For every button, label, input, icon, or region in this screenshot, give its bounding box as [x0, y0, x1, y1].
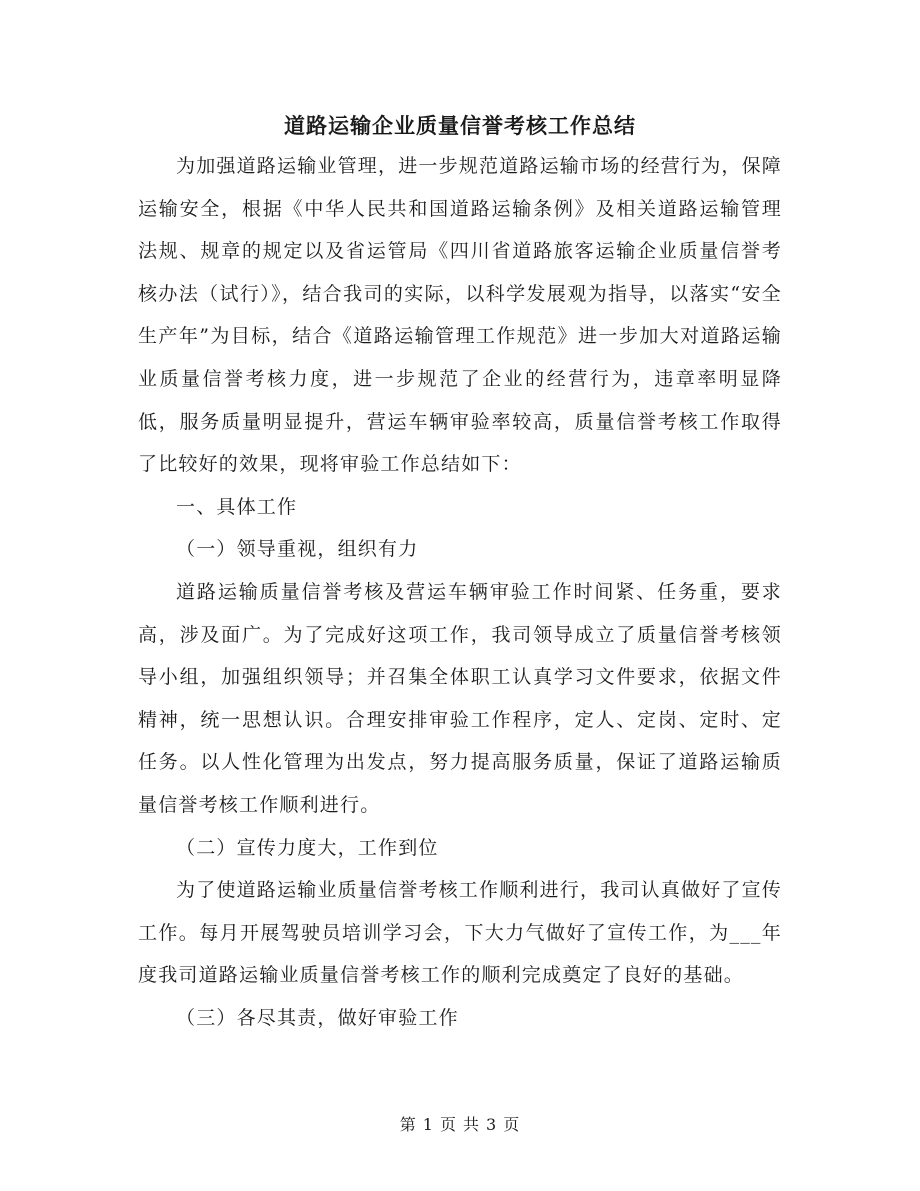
subheading-responsibilities: （三）各尽其责，做好审验工作 — [176, 1006, 459, 1029]
paragraph-publicity: 为了使道路运输业质量信誉考核工作顺利进行，我司认真做好了宣传工作。每月开展驾驶员培训学习会，下大力气做好了宣传工作，为___年度我司道路运输业质量信誉考核工作的顺利完成奠定了良好的基础。 — [138, 879, 783, 987]
document-body — [138, 145, 782, 1039]
footer-total-pages: 3 — [486, 1115, 498, 1134]
footer-current-page: 1 — [422, 1115, 434, 1134]
footer-middle: 页 共 — [439, 1115, 481, 1134]
document-title: 道路运输企业质量信誉考核工作总结 — [284, 113, 636, 138]
paragraph-intro: 为加强道路运输业管理，进一步规范道路运输市场的经营行为，保障运输安全，根据《中华人民共和国道路运输条例》及相关道路运输管理法规、规章的规定以及省运管局《四川省道路旅客运输企业质量信誉考核办法（试行）》，结合我司的实际，以科学发展观为指导，以落实“安全生产年”为目标，结合《道路运输管理工作规范》进一步加大对道路运输业质量信誉考核力度，进一步规范了企业的经营行为，违章率明显降低，服务质量明显提升，营运车辆审验率较高，质量信誉考核工作取得了比较好的效果，现将审验工作总结如下： — [138, 155, 783, 476]
subheading-publicity: （二）宣传力度大，工作到位 — [176, 836, 439, 859]
footer-suffix: 页 — [503, 1115, 521, 1134]
subheading-leadership: （一）领导重视，组织有力 — [176, 538, 419, 561]
footer-prefix: 第 — [399, 1115, 417, 1134]
paragraph-leadership: 道路运输质量信誉考核及营运车辆审验工作时间紧、任务重，要求高，涉及面广。为了完成好这项工作，我司领导成立了质量信誉考核领导小组，加强组织领导；并召集全体职工认真学习文件要求，依据文件精神，统一思想认识。合理安排审验工作程序，定人、定岗、定时、定任务。以人性化管理为出发点，努力提高服务质量，保证了道路运输质量信誉考核工作顺利进行。 — [138, 580, 782, 816]
section-heading-specific-work: 一、具体工作 — [176, 495, 298, 518]
page-footer — [0, 1112, 920, 1135]
